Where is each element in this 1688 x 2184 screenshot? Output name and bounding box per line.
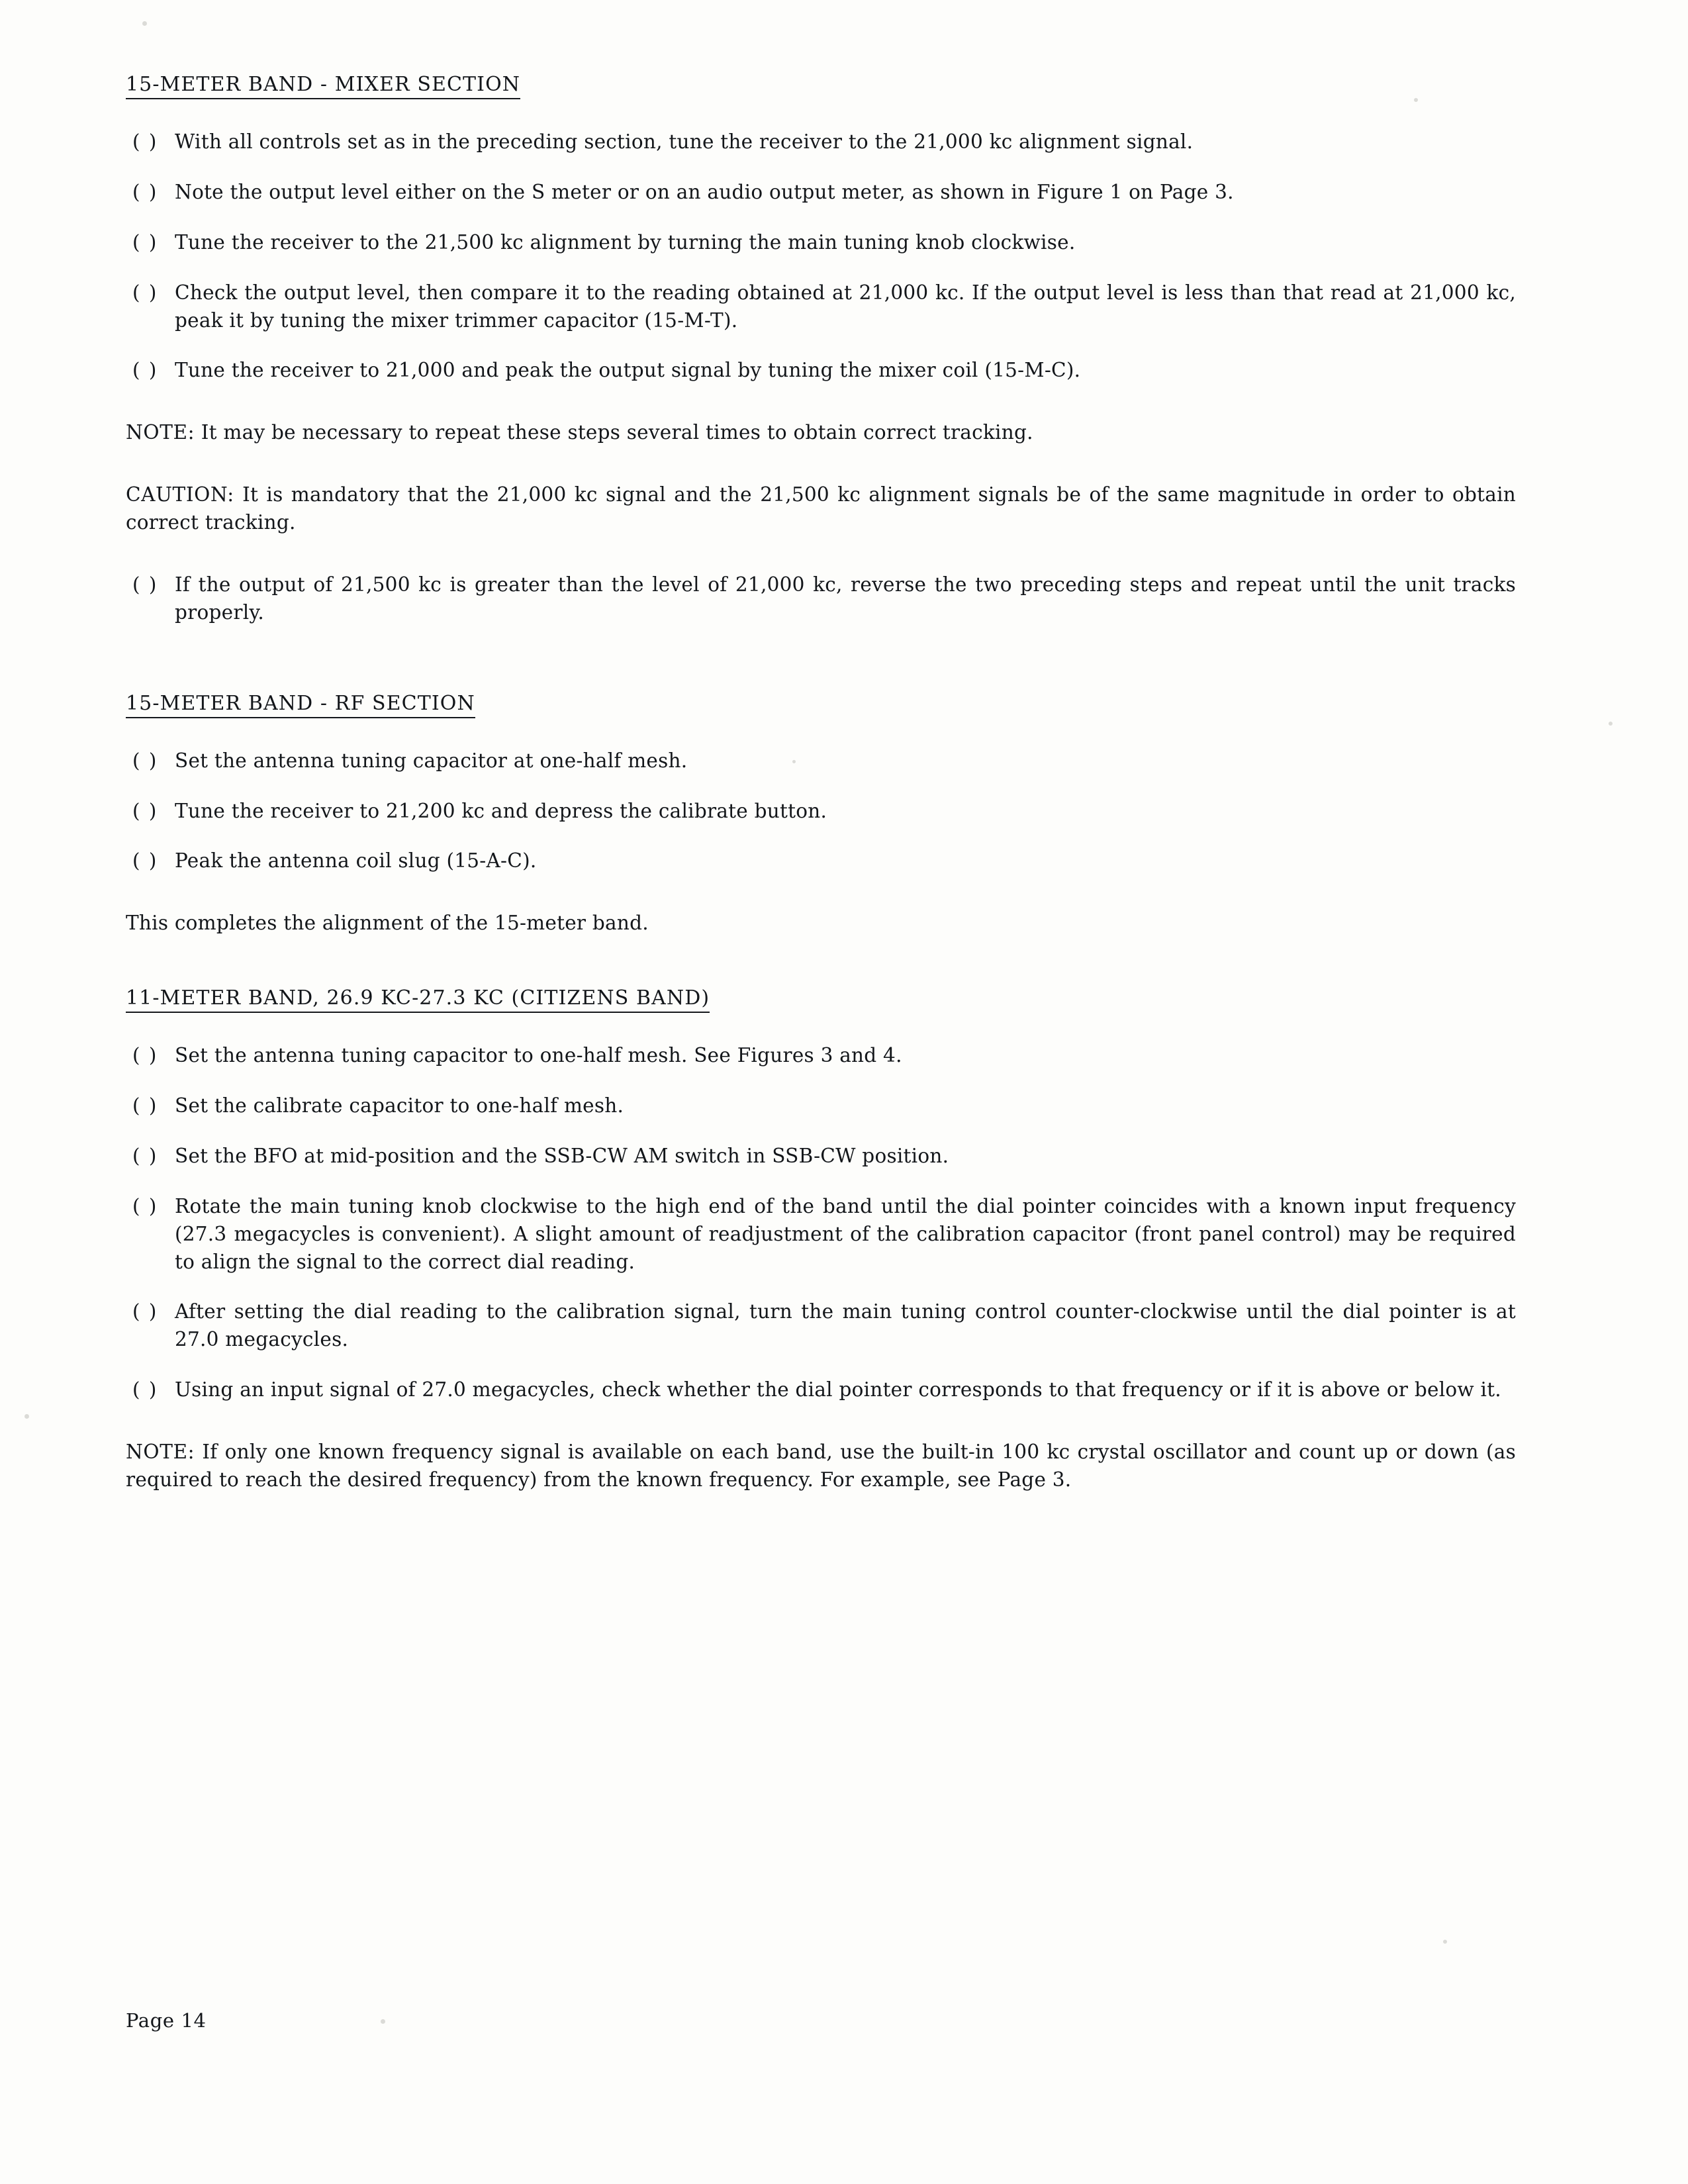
checklist-item[interactable]	[126, 847, 1516, 875]
checklist-item[interactable]	[126, 229, 1516, 257]
spacer	[126, 559, 1516, 571]
checklist-item[interactable]	[126, 798, 1516, 826]
checklist-item[interactable]	[126, 747, 1516, 775]
checklist-item-text: Peak the antenna coil slug (15-A-C).	[175, 849, 537, 873]
checklist-item[interactable]	[126, 1143, 1516, 1170]
checklist-item-text: Check the output level, then compare it to the reading obtained at 21,000 kc. If the output level is less than that read at 21,000 kc, peak it by tuning the mixer trimmer capacitor (15-M-T).	[175, 281, 1516, 332]
checkbox-marker[interactable]: ( )	[132, 799, 158, 822]
section-eleven-meter	[126, 986, 1516, 1042]
checklist-item-text: Set the antenna tuning capacitor to one-half mesh. See Figures 3 and 4.	[175, 1044, 902, 1067]
note-text: It may be necessary to repeat these steps several times to obtain correct tracking.	[195, 421, 1033, 444]
checkbox-marker[interactable]: ( )	[132, 281, 158, 304]
spacer	[126, 469, 1516, 481]
scan-speckle	[24, 1414, 29, 1419]
document-body	[126, 73, 1516, 1517]
checkbox-marker[interactable]: ( )	[132, 749, 158, 772]
checklist-item[interactable]	[126, 179, 1516, 207]
spacer	[126, 960, 1516, 986]
section-heading-eleven-meter: 11-METER BAND, 26.9 KC-27.3 KC (CITIZENS BAND)	[126, 986, 710, 1013]
checkbox-marker[interactable]: ( )	[132, 1194, 158, 1217]
section-heading-rf: 15-METER BAND - RF SECTION	[126, 692, 475, 718]
page-number: Page 14	[126, 2009, 207, 2032]
spacer	[126, 407, 1516, 419]
scan-speckle	[1609, 722, 1613, 726]
checkbox-marker[interactable]: ( )	[132, 180, 158, 203]
section-rf	[126, 692, 1516, 747]
caution-paragraph	[126, 481, 1516, 537]
checklist-item-text: Set the antenna tuning capacitor at one-half mesh.	[175, 749, 688, 772]
checklist-item-text: Using an input signal of 27.0 megacycles, check whether the dial pointer corresponds to that frequency or if it is above or below it.	[175, 1378, 1501, 1401]
note-text: If only one known frequency signal is available on each band, use the built-in 100 kc crystal oscillator and count up or down (as required to reach the desired frequency) from the known frequency. For example, see Page 3.	[126, 1441, 1516, 1491]
checklist-item-text: Tune the receiver to 21,000 and peak the output signal by tuning the mixer coil (15-M-C).	[175, 359, 1081, 382]
section-mixer	[126, 73, 1516, 128]
checklist-item-text: Tune the receiver to 21,200 kc and depress the calibrate button.	[175, 799, 827, 822]
closing-text: This completes the alignment of the 15-meter band.	[126, 912, 649, 935]
checkbox-marker[interactable]: ( )	[132, 1378, 158, 1401]
checklist-item-text: With all controls set as in the preceding section, tune the receiver to the 21,000 kc alignment signal.	[175, 130, 1194, 153]
note-label: NOTE:	[126, 421, 195, 444]
checkbox-marker[interactable]: ( )	[132, 1300, 158, 1323]
spacer	[126, 1427, 1516, 1439]
checklist-item-text: After setting the dial reading to the calibration signal, turn the main tuning control counter-clockwise until the dial pointer is at 27.0 megacycles.	[175, 1300, 1516, 1351]
section-heading-mixer: 15-METER BAND - MIXER SECTION	[126, 73, 520, 99]
checklist-item-text: If the output of 21,500 kc is greater than the level of 21,000 kc, reverse the two preceding steps and repeat until the unit tracks properly.	[175, 573, 1516, 624]
checklist-item[interactable]	[126, 1042, 1516, 1070]
checklist-item[interactable]	[126, 1298, 1516, 1354]
checkbox-marker[interactable]: ( )	[132, 1144, 158, 1167]
checklist-item[interactable]	[126, 357, 1516, 385]
caution-text: It is mandatory that the 21,000 kc signal and the 21,500 kc alignment signals be of the same magnitude in order to obtain correct tracking.	[126, 483, 1516, 534]
checklist-item[interactable]	[126, 1376, 1516, 1404]
checklist-item-text: Rotate the main tuning knob clockwise to the high end of the band until the dial pointer coincides with a known input frequency (27.3 megacycles is convenient). A slight amount of readjustment of the calibration capacitor (front panel control) may be required to align the signal to the correct dial reading.	[175, 1194, 1516, 1273]
checklist-item[interactable]	[126, 1193, 1516, 1276]
caution-label: CAUTION:	[126, 483, 234, 506]
checkbox-marker[interactable]: ( )	[132, 230, 158, 254]
checklist-item-text: Tune the receiver to the 21,500 kc alignment by turning the main tuning knob clockwise.	[175, 230, 1076, 254]
spacer	[126, 649, 1516, 692]
checkbox-marker[interactable]: ( )	[132, 573, 158, 596]
scan-speckle	[1443, 1940, 1447, 1944]
note-paragraph	[126, 1439, 1516, 1494]
checklist-item[interactable]	[126, 128, 1516, 156]
checkbox-marker[interactable]: ( )	[132, 849, 158, 873]
checklist-item[interactable]	[126, 1092, 1516, 1120]
checklist-item[interactable]	[126, 279, 1516, 335]
checklist-item-text: Set the calibrate capacitor to one-half mesh.	[175, 1094, 624, 1117]
checklist-item-text: Note the output level either on the S meter or on an audio output meter, as shown in Figure 1 on Page 3.	[175, 180, 1234, 203]
checkbox-marker[interactable]: ( )	[132, 1094, 158, 1117]
scan-speckle	[381, 2019, 385, 2024]
checkbox-marker[interactable]: ( )	[132, 130, 158, 153]
checkbox-marker[interactable]: ( )	[132, 1044, 158, 1067]
checkbox-marker[interactable]: ( )	[132, 359, 158, 382]
closing-paragraph	[126, 910, 1516, 937]
checklist-item[interactable]	[126, 571, 1516, 627]
spacer	[126, 898, 1516, 910]
note-paragraph	[126, 419, 1516, 447]
scan-speckle	[142, 21, 147, 26]
checklist-item-text: Set the BFO at mid-position and the SSB-CW AM switch in SSB-CW position.	[175, 1144, 949, 1167]
note-label: NOTE:	[126, 1441, 195, 1463]
